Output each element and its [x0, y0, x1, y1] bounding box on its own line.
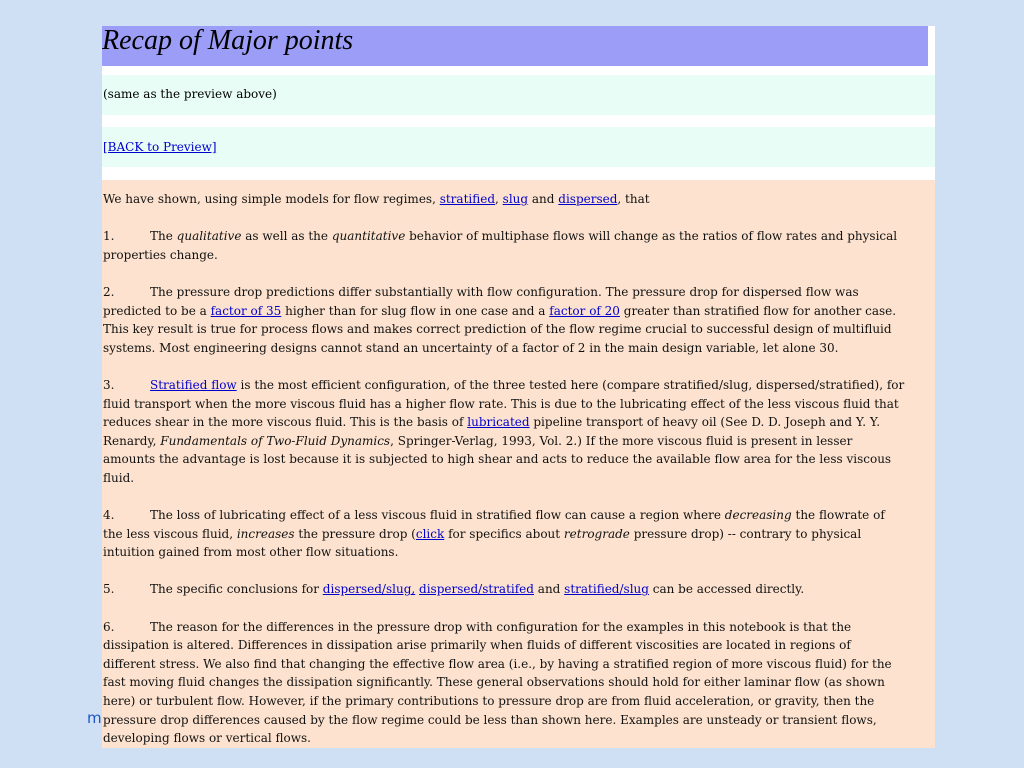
dispersed-slug-link[interactable]: dispersed/slug,	[322, 582, 416, 597]
point-3-line: fluid.	[103, 470, 135, 485]
dispersed-stratified-link[interactable]: dispersed/stratifed	[419, 582, 534, 597]
point-6-line: developing flows or vertical flows.	[103, 731, 311, 746]
page-title: Recap of Major points	[102, 26, 354, 56]
slug-link[interactable]: slug	[502, 192, 529, 206]
lubricated-link[interactable]: lubricated	[467, 415, 530, 430]
point-3-line: Renardy, Fundamentals of Two-Fluid Dynamics, Springer-Verlag, 1993, Vol. 2.) If the more viscous fluid is present in lesser	[103, 433, 853, 448]
point-6-line: pressure drop differences caused by the flow regime could be less than shown here. Examples are unsteady or transient flows,	[103, 712, 877, 727]
point-number: 2.	[103, 284, 115, 299]
click-link[interactable]: click	[415, 526, 445, 541]
point-3-line: reduces shear in the more viscous fluid. This is the basis of lubricated pipeline transport of heavy oil (See D. D. Joseph and Y. Y.	[103, 415, 881, 430]
note-band	[102, 75, 935, 115]
point-1-line: properties change.	[103, 247, 218, 262]
main-text-area	[102, 180, 935, 748]
factor-of-20-link[interactable]: factor of 20	[549, 303, 620, 318]
point-6-line: here) or turbulent flow. However, if the primary contributions to pressure drop are from fluid acceleration, or gravity, then the	[103, 694, 875, 709]
dispersed-link[interactable]: dispersed	[558, 192, 618, 206]
preview-note: (same as the preview above)	[103, 87, 277, 101]
point-3-line: amounts the advantage is lost because it is subjected to high shear and acts to reduce the available flow area for the less viscous	[103, 452, 892, 467]
point-6-line: different stress. We also find that changing the effective flow area (i.e., by having a stratified region of more viscous fluid) for the	[103, 656, 892, 671]
stratified-link[interactable]: stratified	[439, 192, 496, 206]
point-4-line: the less viscous fluid, increases the pressure drop (click for specifics about retrograde pressure drop) -- contrary to physical	[103, 526, 862, 541]
stratified-slug-link[interactable]: stratified/slug	[564, 582, 649, 597]
point-4-line: intuition gained from most other flow situations.	[103, 545, 399, 560]
content-panel	[102, 26, 935, 748]
factor-of-35-link[interactable]: factor of 35	[210, 303, 282, 318]
point-number: 3.	[103, 377, 115, 392]
point-6-line: fast moving fluid changes the dissipation significantly. These general observations should hold for either laminar flow (as shown	[103, 675, 885, 690]
point-number: 4.	[103, 508, 115, 523]
recap-text	[103, 190, 935, 748]
point-5-line: 5. The specific conclusions for dispersed/slug, dispersed/stratifed and stratified/slug can be accessed directly.	[103, 580, 935, 599]
point-number: 5.	[103, 582, 115, 597]
stratified-flow-link[interactable]: Stratified flow	[150, 377, 237, 392]
back-to-preview-link[interactable]: [BACK to Preview]	[103, 140, 217, 154]
side-marker[interactable]: m	[87, 709, 102, 727]
intro-line: We have shown, using simple models for flow regimes, stratified, slug and dispersed, that	[103, 192, 650, 206]
point-3-line: 3. Stratified flow is the most efficient configuration, of the three tested here (compare stratified/slug, dispersed/stratified), for	[103, 376, 935, 395]
point-2-line: 2. The pressure drop predictions differ substantially with flow configuration. The pressure drop for dispersed flow was	[103, 283, 935, 302]
point-number: 6.	[103, 619, 115, 634]
point-2-line: predicted to be a factor of 35 higher than for slug flow in one case and a factor of 20 greater than stratified flow for another case.	[103, 303, 897, 318]
point-4-line: 4. The loss of lubricating effect of a less viscous fluid in stratified flow can cause a region where decreasing the flowrate of	[103, 506, 935, 525]
point-6-line: dissipation is altered. Differences in dissipation arise primarily when fluids of different viscosities are located in regions of	[103, 638, 851, 653]
point-number: 1.	[103, 229, 115, 244]
point-2-line: systems. Most engineering designs cannot stand an uncertainty of a factor of 2 in the main design variable, let alone 30.	[103, 340, 839, 355]
point-6-line: 6. The reason for the differences in the pressure drop with configuration for the examples in this notebook is that the	[103, 618, 935, 637]
point-3-line: fluid transport when the more viscous fluid has a higher flow rate. This is due to the lubricating effect of the less viscous fluid that	[103, 396, 899, 411]
back-band	[102, 127, 935, 167]
point-2-line: This key result is true for process flows and makes correct prediction of the flow regime crucial to successful design of multifluid	[103, 322, 892, 337]
point-1-line: 1. The qualitative as well as the quantitative behavior of multiphase flows will change as the ratios of flow rates and physical	[103, 227, 935, 246]
title-bar	[102, 26, 928, 66]
